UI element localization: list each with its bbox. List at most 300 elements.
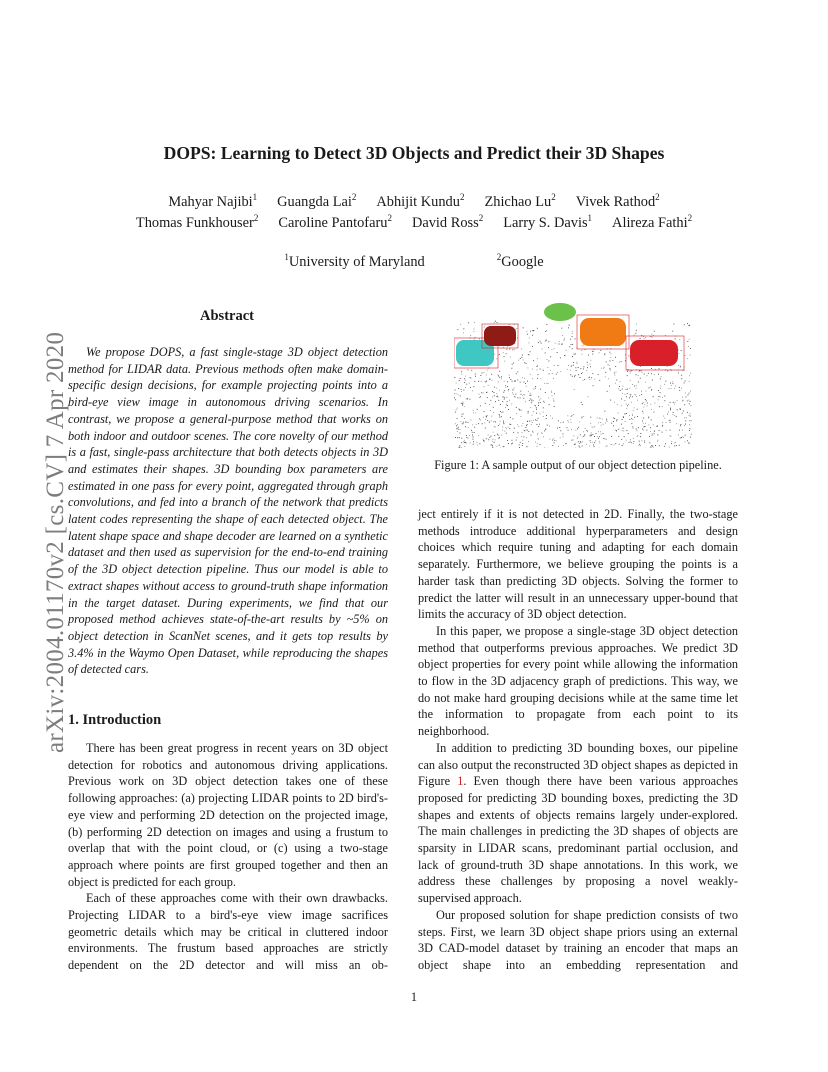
cloud-point xyxy=(504,361,505,362)
figure-1-reference-link[interactable]: 1 xyxy=(457,774,464,789)
cloud-point xyxy=(680,366,681,367)
cloud-point xyxy=(498,400,499,401)
cloud-point xyxy=(492,445,493,446)
cloud-point xyxy=(512,349,513,350)
cloud-point xyxy=(675,386,676,387)
cloud-point xyxy=(537,443,538,444)
cloud-point xyxy=(670,383,671,384)
cloud-point xyxy=(528,413,529,414)
cloud-point xyxy=(543,416,544,417)
cloud-point xyxy=(637,400,638,401)
cloud-point xyxy=(643,413,644,414)
cloud-point xyxy=(473,412,474,413)
cloud-point xyxy=(631,370,632,371)
cloud-point xyxy=(520,391,521,392)
cloud-point xyxy=(651,419,652,420)
cloud-point xyxy=(527,424,528,425)
author-name: Zhichao Lu$^2$ xyxy=(484,192,556,210)
cloud-point xyxy=(528,391,529,392)
cloud-point xyxy=(586,370,587,371)
cloud-point xyxy=(544,447,545,448)
cloud-point xyxy=(638,445,639,446)
cloud-point xyxy=(464,440,465,441)
cloud-point xyxy=(509,349,510,350)
cloud-point xyxy=(462,405,463,406)
cloud-point xyxy=(570,370,571,371)
cloud-point xyxy=(646,430,647,431)
cloud-point xyxy=(652,337,653,338)
cloud-point xyxy=(526,363,527,364)
cloud-point xyxy=(645,337,646,338)
cloud-point xyxy=(499,438,500,439)
intro-paragraph-2: Each of these approaches come with their own drawbacks. Projecting LIDAR to a bird's-eye view image sacrifices geometric details which may be critical in cluttered indoor environments. The frustum based approaches are strictly dependent on the 2D detector and will miss an ob- xyxy=(68,891,388,973)
cloud-point xyxy=(611,444,612,445)
cloud-point xyxy=(574,389,575,390)
cloud-point xyxy=(673,383,674,384)
cloud-point xyxy=(458,388,459,389)
cloud-point xyxy=(668,412,669,413)
orange-car-shape xyxy=(580,318,626,346)
cloud-point xyxy=(559,344,560,345)
cloud-point xyxy=(548,347,549,348)
cloud-point xyxy=(536,409,537,410)
cloud-point xyxy=(532,335,533,336)
cloud-point xyxy=(623,416,624,417)
cloud-point xyxy=(592,434,593,435)
cloud-point xyxy=(619,362,620,363)
cloud-point xyxy=(546,324,547,325)
cloud-point xyxy=(553,378,554,379)
cloud-point xyxy=(659,445,660,446)
cloud-point xyxy=(532,431,533,432)
cloud-point xyxy=(644,426,645,427)
cloud-point xyxy=(511,404,512,405)
cloud-point xyxy=(664,446,665,447)
cloud-point xyxy=(489,421,490,422)
cloud-point xyxy=(573,435,574,436)
cloud-point xyxy=(590,417,591,418)
cloud-point xyxy=(491,436,492,437)
cloud-point xyxy=(499,371,500,372)
cloud-point xyxy=(543,412,544,413)
cloud-point xyxy=(678,373,679,374)
cloud-point xyxy=(493,407,494,408)
cloud-point xyxy=(463,328,464,329)
cloud-point xyxy=(600,431,601,432)
cloud-point xyxy=(548,383,549,384)
cloud-point xyxy=(552,349,553,350)
cloud-point xyxy=(640,338,641,339)
cloud-point xyxy=(473,331,474,332)
cloud-point xyxy=(519,409,520,410)
cloud-point xyxy=(537,433,538,434)
cloud-point xyxy=(571,344,572,345)
cloud-point xyxy=(681,424,682,425)
cloud-point xyxy=(556,374,557,375)
cloud-point xyxy=(548,341,549,342)
cloud-point xyxy=(679,390,680,391)
cloud-point xyxy=(486,375,487,376)
cloud-point xyxy=(477,409,478,410)
cloud-point xyxy=(546,415,547,416)
cloud-point xyxy=(584,379,585,380)
introduction-left-column xyxy=(68,740,388,974)
author-name: Thomas Funkhouser$^2$ xyxy=(135,213,259,231)
cloud-point xyxy=(469,435,470,436)
cloud-point xyxy=(662,422,663,423)
cloud-point xyxy=(649,442,650,443)
cloud-point xyxy=(535,442,536,443)
affiliation-mark: 1 xyxy=(284,252,289,262)
cloud-point xyxy=(660,396,661,397)
cloud-point xyxy=(669,420,670,421)
cloud-point xyxy=(686,417,687,418)
cloud-point xyxy=(583,416,584,417)
cloud-point xyxy=(524,362,525,363)
cloud-point xyxy=(676,445,677,446)
cloud-point xyxy=(658,399,659,400)
cloud-point xyxy=(471,420,472,421)
cloud-point xyxy=(526,447,527,448)
cloud-point xyxy=(658,440,659,441)
cloud-point xyxy=(488,439,489,440)
cloud-point xyxy=(454,377,455,378)
cloud-point xyxy=(582,372,583,373)
cloud-point xyxy=(537,420,538,421)
cloud-point xyxy=(495,439,496,440)
cloud-point xyxy=(530,374,531,375)
cloud-point xyxy=(489,437,490,438)
cloud-point xyxy=(459,437,460,438)
cloud-point xyxy=(664,400,665,401)
cloud-point xyxy=(645,426,646,427)
cloud-point xyxy=(680,438,681,439)
cloud-point xyxy=(512,392,513,393)
detected-object-green xyxy=(544,303,576,321)
cloud-point xyxy=(504,399,505,400)
cloud-point xyxy=(505,427,506,428)
cloud-point xyxy=(633,438,634,439)
cloud-point xyxy=(578,441,579,442)
cloud-point xyxy=(469,399,470,400)
cloud-point xyxy=(618,413,619,414)
cloud-point xyxy=(640,445,641,446)
cloud-point xyxy=(521,425,522,426)
cloud-point xyxy=(486,392,487,393)
cloud-point xyxy=(680,408,681,409)
cloud-point xyxy=(684,324,685,325)
cloud-point xyxy=(638,427,639,428)
cloud-point xyxy=(620,390,621,391)
cloud-point xyxy=(464,442,465,443)
cloud-point xyxy=(456,409,457,410)
cloud-point xyxy=(516,440,517,441)
cloud-point xyxy=(623,417,624,418)
cloud-point xyxy=(603,433,604,434)
cloud-point xyxy=(517,397,518,398)
cloud-point xyxy=(661,376,662,377)
cloud-point xyxy=(658,390,659,391)
cloud-point xyxy=(504,390,505,391)
cloud-point xyxy=(650,387,651,388)
cloud-point xyxy=(653,396,654,397)
cloud-point xyxy=(554,440,555,441)
cloud-point xyxy=(487,420,488,421)
author-list-line-1 xyxy=(0,192,828,211)
cloud-point xyxy=(491,416,492,417)
cloud-point xyxy=(544,431,545,432)
cloud-point xyxy=(610,400,611,401)
cloud-point xyxy=(533,420,534,421)
cloud-point xyxy=(466,443,467,444)
cloud-point xyxy=(531,395,532,396)
cloud-point xyxy=(608,378,609,379)
cloud-point xyxy=(501,378,502,379)
cloud-point xyxy=(594,436,595,437)
cloud-point xyxy=(498,374,499,375)
cloud-point xyxy=(586,430,587,431)
cloud-point xyxy=(689,339,690,340)
cloud-point xyxy=(678,365,679,366)
cloud-point xyxy=(689,443,690,444)
cloud-point xyxy=(524,378,525,379)
cloud-point xyxy=(465,380,466,381)
cloud-point xyxy=(468,369,469,370)
cloud-point xyxy=(685,355,686,356)
cloud-point xyxy=(684,425,685,426)
cloud-point xyxy=(673,402,674,403)
cloud-point xyxy=(583,431,584,432)
arxiv-sidebar xyxy=(22,293,69,753)
cloud-point xyxy=(607,391,608,392)
cloud-point xyxy=(518,372,519,373)
cloud-point xyxy=(627,393,628,394)
cloud-point xyxy=(645,423,646,424)
author-affiliation-mark: 2 xyxy=(655,192,660,202)
cloud-point xyxy=(570,339,571,340)
cloud-point xyxy=(494,442,495,443)
cloud-point xyxy=(543,436,544,437)
cloud-point xyxy=(683,437,684,438)
cloud-point xyxy=(537,424,538,425)
cloud-point xyxy=(476,442,477,443)
cloud-point xyxy=(636,324,637,325)
cloud-point xyxy=(674,446,675,447)
cloud-point xyxy=(508,390,509,391)
cloud-point xyxy=(589,446,590,447)
cloud-point xyxy=(674,415,675,416)
cloud-point xyxy=(609,360,610,361)
cloud-point xyxy=(664,384,665,385)
cloud-point xyxy=(664,396,665,397)
cloud-point xyxy=(588,377,589,378)
cloud-point xyxy=(568,430,569,431)
cloud-point xyxy=(498,397,499,398)
cloud-point xyxy=(528,411,529,412)
cloud-point xyxy=(690,413,691,414)
cloud-point xyxy=(570,419,571,420)
cloud-point xyxy=(684,383,685,384)
cloud-point xyxy=(543,407,544,408)
cloud-point xyxy=(486,438,487,439)
cloud-point xyxy=(536,366,537,367)
cloud-point xyxy=(651,409,652,410)
cloud-point xyxy=(548,398,549,399)
cloud-point xyxy=(680,409,681,410)
cloud-point xyxy=(511,368,512,369)
cloud-point xyxy=(454,397,455,398)
cloud-point xyxy=(573,354,574,355)
cloud-point xyxy=(637,416,638,417)
cloud-point xyxy=(593,385,594,386)
cloud-point xyxy=(647,405,648,406)
cloud-point xyxy=(506,353,507,354)
cloud-point xyxy=(659,406,660,407)
author-affiliation-mark: 2 xyxy=(551,192,556,202)
cloud-point xyxy=(533,360,534,361)
red-car-shape xyxy=(630,340,678,366)
cloud-point xyxy=(509,428,510,429)
cloud-point xyxy=(633,443,634,444)
cloud-point xyxy=(599,352,600,353)
cloud-point xyxy=(677,409,678,410)
abstract-text: We propose DOPS, a fast single-stage 3D object detection method for LIDAR data. Previous methods often make domain-specific design decisions, for example projecting points into a bird-eye view image in autonomous driving scenarios. In contrast, we propose a general-purpose method that works on both indoor and outdoor scenes. The core novelty of our method is a fast, single-pass architecture that both detects objects in 3D and estimates their shapes. 3D bounding box parameters are estimated in one pass for every point, aggregated through graph convolutions, and fed into a branch of the network that predicts latent codes representing the shape of each detected object. The latent shape space and shape decoder are learned on a synthetic dataset and then used as supervision for the end-to-end training of the 3D object detection pipeline. Thus our model is able to extract shapes without access to ground-truth shape information in the target dataset. During experiments, we find that our proposed method achieves state-of-the-art results by ~5% on object detection in ScanNet scenes, and it gets top results by 3.4% in the Waymo Open Dataset, while reproducing the shapes of detected cars. xyxy=(68,345,388,677)
cloud-point xyxy=(464,446,465,447)
cloud-point xyxy=(475,376,476,377)
cloud-point xyxy=(619,386,620,387)
cloud-point xyxy=(645,399,646,400)
cloud-point xyxy=(650,427,651,428)
cloud-point xyxy=(632,396,633,397)
cloud-point xyxy=(608,364,609,365)
cloud-point xyxy=(636,388,637,389)
cloud-point xyxy=(527,381,528,382)
cloud-point xyxy=(500,404,501,405)
cloud-point xyxy=(598,422,599,423)
cloud-point xyxy=(583,366,584,367)
cloud-point xyxy=(466,421,467,422)
cloud-point xyxy=(508,427,509,428)
section-heading-introduction: 1. Introduction xyxy=(68,712,162,728)
cloud-point xyxy=(531,420,532,421)
cloud-point xyxy=(529,355,530,356)
cloud-point xyxy=(587,367,588,368)
author-affiliation-mark: 2 xyxy=(459,192,465,202)
cloud-point xyxy=(550,356,551,357)
cloud-point xyxy=(533,330,534,331)
cloud-point xyxy=(643,430,644,431)
cloud-point xyxy=(647,403,648,404)
cloud-point xyxy=(510,357,511,358)
cloud-point xyxy=(623,444,624,445)
cloud-point xyxy=(531,399,532,400)
cloud-point xyxy=(643,423,644,424)
cloud-point xyxy=(660,392,661,393)
cloud-point xyxy=(519,444,520,445)
cloud-point xyxy=(536,413,537,414)
cloud-point xyxy=(522,440,523,441)
cloud-point xyxy=(455,412,456,413)
cloud-point xyxy=(492,444,493,445)
cloud-point xyxy=(688,400,689,401)
cloud-point xyxy=(498,425,499,426)
cloud-point xyxy=(504,423,505,424)
cloud-point xyxy=(479,339,480,340)
cloud-point xyxy=(537,434,538,435)
cloud-point xyxy=(532,378,533,379)
cloud-point xyxy=(533,389,534,390)
cloud-point xyxy=(456,394,457,395)
cloud-point xyxy=(542,433,543,434)
cloud-point xyxy=(621,361,622,362)
cloud-point xyxy=(520,382,521,383)
cloud-point xyxy=(588,396,589,397)
cloud-point xyxy=(538,439,539,440)
cloud-point xyxy=(643,427,644,428)
cloud-point xyxy=(591,377,592,378)
cloud-point xyxy=(632,426,633,427)
cloud-point xyxy=(599,436,600,437)
cloud-point xyxy=(456,383,457,384)
cloud-point xyxy=(622,389,623,390)
cloud-point xyxy=(510,379,511,380)
cloud-point xyxy=(601,368,602,369)
cloud-point xyxy=(620,381,621,382)
cloud-point xyxy=(509,400,510,401)
cloud-point xyxy=(473,410,474,411)
darkred-car-shape xyxy=(484,326,516,346)
cloud-point xyxy=(534,405,535,406)
cloud-point xyxy=(540,341,541,342)
author-affiliation-mark: 2 xyxy=(478,213,484,223)
cloud-point xyxy=(593,351,594,352)
cloud-point xyxy=(644,442,645,443)
cloud-point xyxy=(454,393,455,394)
cloud-point xyxy=(557,428,558,429)
cloud-point xyxy=(638,375,639,376)
cloud-point xyxy=(494,426,495,427)
cloud-point xyxy=(687,401,688,402)
introduction-right-column xyxy=(418,506,738,974)
cloud-point xyxy=(499,445,500,446)
cloud-point xyxy=(529,400,530,401)
cloud-point xyxy=(685,441,686,442)
cloud-point xyxy=(458,429,459,430)
cloud-point xyxy=(521,436,522,437)
cloud-point xyxy=(492,441,493,442)
cloud-point xyxy=(616,431,617,432)
cloud-point xyxy=(517,380,518,381)
cloud-point xyxy=(578,427,579,428)
cloud-point xyxy=(507,405,508,406)
cloud-point xyxy=(616,372,617,373)
cloud-point xyxy=(540,378,541,379)
cloud-point xyxy=(459,380,460,381)
cloud-point xyxy=(498,382,499,383)
author-name: Vivek Rathod$^2$ xyxy=(575,192,660,210)
cloud-point xyxy=(550,415,551,416)
cloud-point xyxy=(497,446,498,447)
cloud-point xyxy=(514,380,515,381)
cloud-point xyxy=(681,350,682,351)
cloud-point xyxy=(474,427,475,428)
cloud-point xyxy=(658,396,659,397)
cloud-point xyxy=(690,355,691,356)
cloud-point xyxy=(535,386,536,387)
cloud-point xyxy=(503,422,504,423)
cloud-point xyxy=(555,343,556,344)
cloud-point xyxy=(470,442,471,443)
